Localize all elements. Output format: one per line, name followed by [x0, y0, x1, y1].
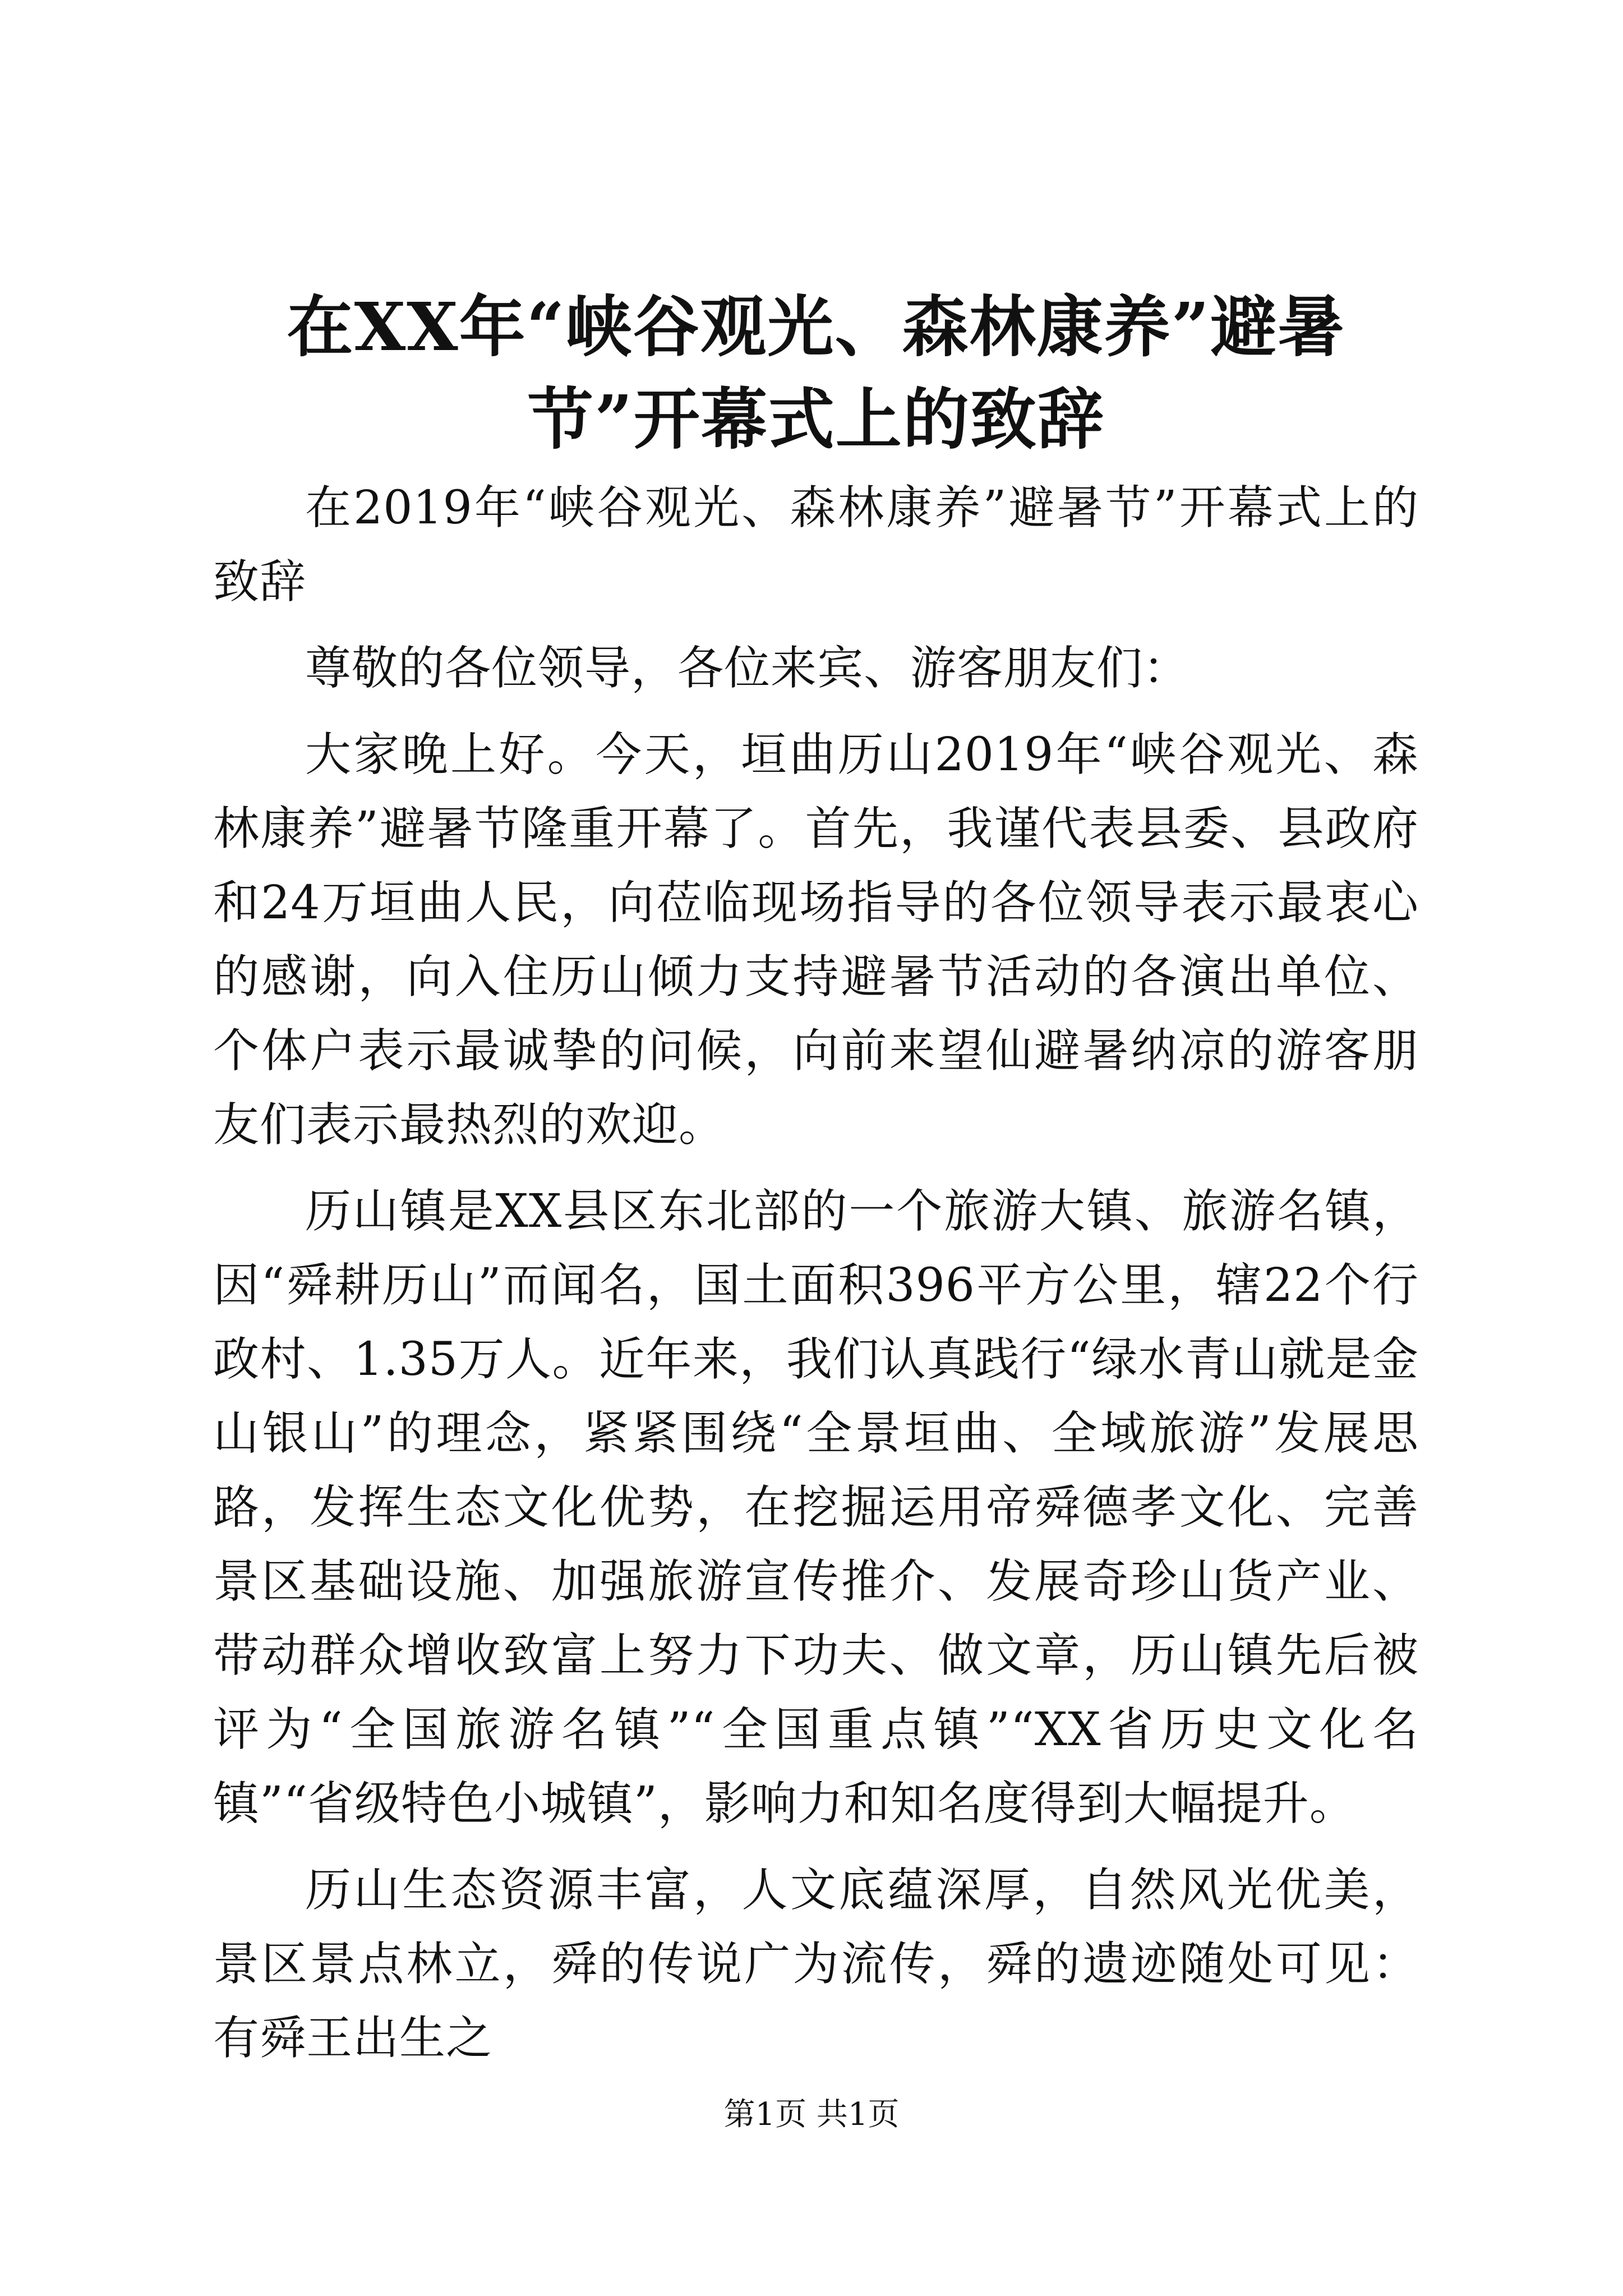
- paragraph-subtitle: 在2019年“峡谷观光、森林康养”避暑节”开幕式上的致辞: [213, 481, 1419, 609]
- paragraph-greeting: 大家晚上好。今天，垣曲历山2019年“峡谷观光、森林康养”避暑节隆重开幕了。首先，我谨代表县委、县政府和24万垣曲人民，向莅临现场指导的各位领导表示最衷心的感谢，向入住历山倾力支持避暑节活动的各演出单位、个体户表示最诚挚的问候，向前来望仙避暑纳凉的游客朋友们表示最热烈的欢迎。: [213, 728, 1419, 1152]
- page-footer: 第1页 共1页: [723, 2096, 900, 2133]
- paragraph-town-intro: 历山镇是XX县区东北部的一个旅游大镇、旅游名镇，因“舜耕历山”而闻名，国土面积396平方公里，辖22个行政村、1.35万人。近年来，我们认真践行“绿水青山就是金山银山”的理念，紧紧围绕“全景垣曲、全域旅游”发展思路，发挥生态文化优势，在挖掘运用帝舜德孝文化、完善景区基础设施、加强旅游宣传推介、发展奇珍山货产业、带动群众增收致富上努力下功夫、做文章，历山镇先后被评为“全国旅游名镇”“全国重点镇”“XX省历史文化名镇”“省级特色小城镇”，影响力和知名度得到大幅提升。: [213, 1185, 1419, 1830]
- document-body: [213, 471, 1419, 2076]
- paragraph-resources: 历山生态资源丰富，人文底蕴深厚，自然风光优美，景区景点林立，舜的传说广为流传，舜的遗迹随处可见：有舜王出生之: [213, 1864, 1419, 2065]
- paragraph-salutation: 尊敬的各位领导，各位来宾、游客朋友们：: [305, 642, 1190, 695]
- document-title: 在XX年“峡谷观光、森林康养”避暑节”开幕式上的致辞: [287, 288, 1345, 458]
